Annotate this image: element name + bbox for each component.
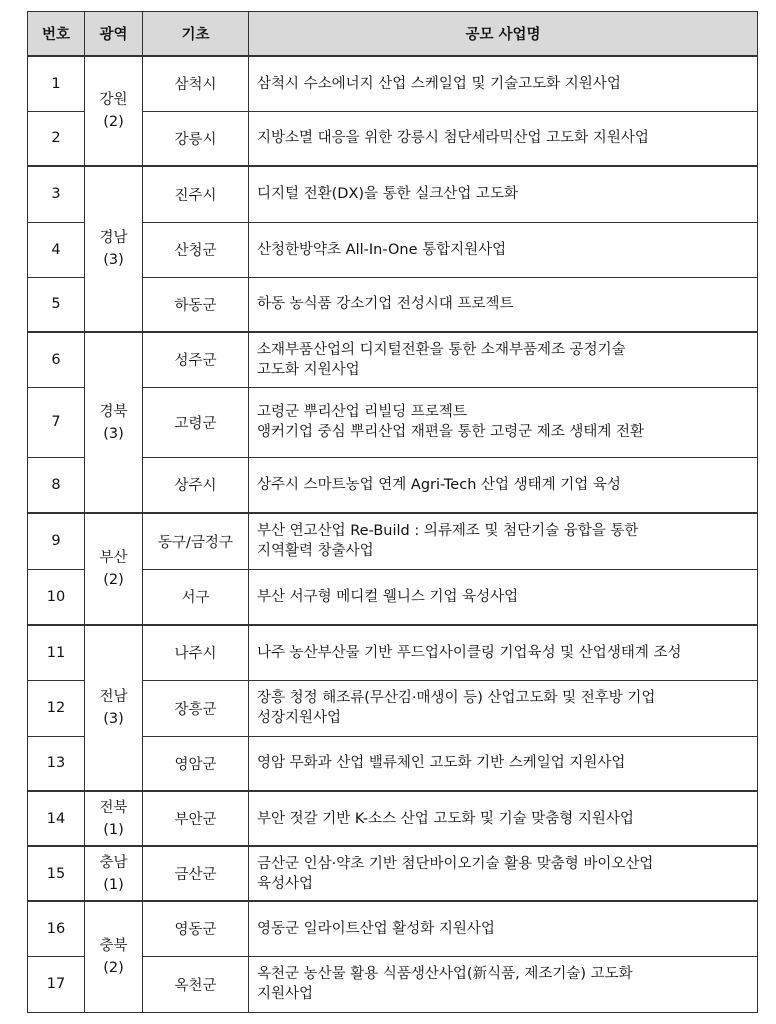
project-name-line: 영암 무화과 산업 밸류체인 고도화 기반 스케일업 지원사업 (257, 755, 626, 772)
city-cell: 성주군 (143, 332, 249, 387)
project-name-cell (249, 387, 758, 457)
region-name: 전북 (99, 799, 128, 816)
city-cell: 옥천군 (143, 956, 249, 1012)
region-name: 경남 (99, 230, 128, 246)
project-name-line: 산청한방약초 All-In-One 통합지원사업 (257, 241, 507, 258)
table-row (28, 901, 758, 956)
project-name-line: 영동군 일라이트산업 활성화 지원사업 (257, 920, 495, 937)
region-cell (85, 166, 143, 332)
region-cell (85, 332, 143, 513)
region-count: (2) (103, 114, 124, 130)
city-cell: 영동군 (143, 901, 249, 956)
region-name: 부산 (99, 550, 128, 566)
table-row (28, 166, 758, 222)
header-project-name: 공모 사업명 (249, 12, 758, 57)
row-number: 7 (28, 387, 85, 457)
region-cell (85, 901, 143, 1012)
project-name-line: 고령군 뿌리산업 리빌딩 프로젝트 (257, 404, 467, 420)
region-count: (2) (103, 572, 124, 588)
region-cell (85, 846, 143, 901)
project-table (27, 11, 758, 1013)
project-name-line: 삼척시 수소에너지 산업 스케일업 및 기술고도화 지원사업 (257, 75, 621, 92)
city-cell: 강릉시 (143, 111, 249, 166)
table-body (28, 56, 758, 1012)
region-name: 충남 (99, 854, 128, 871)
project-name-line: 나주 농산부산물 기반 푸드업사이클링 기업육성 및 산업생태계 조성 (257, 644, 682, 661)
project-name-line: 상주시 스마트농업 연계 Agri-Tech 산업 생태계 기업 육성 (257, 476, 621, 493)
region-cell (85, 513, 143, 625)
city-cell: 부안군 (143, 791, 249, 846)
row-number: 1 (28, 56, 85, 111)
project-name-cell (249, 901, 758, 956)
project-name-cell (249, 956, 758, 1012)
row-number: 6 (28, 332, 85, 387)
project-name-cell (249, 277, 758, 332)
project-name-line: 옥천군 농산물 활용 식품생산사업(新식품, 제조기술) 고도화 (257, 966, 633, 982)
project-name-line: 부산 서구형 메디컬 웰니스 기업 육성사업 (257, 588, 519, 605)
table-row (28, 332, 758, 387)
city-cell: 영암군 (143, 736, 249, 791)
city-cell: 하동군 (143, 277, 249, 332)
table-row (28, 791, 758, 846)
table-row (28, 56, 758, 111)
header-region: 광역 (85, 12, 143, 57)
region-count: (3) (103, 425, 124, 442)
project-name-line: 지원사업 (257, 986, 314, 1002)
project-name-cell (249, 513, 758, 569)
region-count: (3) (103, 252, 124, 268)
city-cell: 산청군 (143, 222, 249, 277)
region-name: 충북 (99, 937, 128, 954)
project-name-line: 지방소멸 대응을 위한 강릉시 첨단세라믹산업 고도화 지원사업 (257, 130, 649, 147)
row-number: 8 (28, 457, 85, 513)
project-name-line: 성장지원사업 (257, 710, 342, 726)
region-count: (1) (103, 876, 124, 893)
header-number: 번호 (28, 12, 85, 57)
project-name-cell (249, 569, 758, 625)
table-row (28, 513, 758, 569)
table-row (28, 625, 758, 680)
region-count: (2) (103, 959, 124, 976)
region-name: 강원 (99, 92, 128, 108)
region-count: (1) (103, 821, 124, 838)
project-name-cell (249, 457, 758, 513)
project-name-cell (249, 625, 758, 680)
row-number: 13 (28, 736, 85, 791)
row-number: 11 (28, 625, 85, 680)
city-cell: 상주시 (143, 457, 249, 513)
project-name-line: 지역활력 창출사업 (257, 543, 374, 560)
city-cell: 서구 (143, 569, 249, 625)
table-header-row (28, 12, 758, 57)
project-name-line: 금산군 인삼·약초 기반 첨단바이오기술 활용 맞춤형 바이오산업 (257, 855, 654, 872)
row-number: 4 (28, 222, 85, 277)
region-cell (85, 56, 143, 166)
project-name-cell (249, 332, 758, 387)
project-name-line: 부산 연고산업 Re-Build : 의류제조 및 첨단기술 융합을 통한 (257, 523, 639, 540)
city-cell: 장흥군 (143, 680, 249, 736)
row-number: 15 (28, 846, 85, 901)
project-name-line: 앵커기업 중심 뿌리산업 재편을 통한 고령군 제조 생태계 전환 (257, 424, 645, 440)
row-number: 14 (28, 791, 85, 846)
project-name-line: 고도화 지원사업 (257, 361, 360, 378)
region-name: 전남 (99, 689, 128, 705)
row-number: 12 (28, 680, 85, 736)
project-name-line: 육성사업 (257, 875, 314, 892)
row-number: 9 (28, 513, 85, 569)
row-number: 2 (28, 111, 85, 166)
project-name-cell (249, 222, 758, 277)
region-cell (85, 625, 143, 791)
city-cell: 삼척시 (143, 56, 249, 111)
row-number: 16 (28, 901, 85, 956)
row-number: 10 (28, 569, 85, 625)
header-city: 기초 (143, 12, 249, 57)
project-name-line: 장흥 청정 해조류(무산김·매생이 등) 산업고도화 및 전후방 기업 (257, 690, 656, 706)
project-name-cell (249, 56, 758, 111)
city-cell: 금산군 (143, 846, 249, 901)
project-name-cell (249, 680, 758, 736)
row-number: 5 (28, 277, 85, 332)
city-cell: 진주시 (143, 166, 249, 222)
project-name-cell (249, 846, 758, 901)
region-name: 경북 (99, 403, 128, 420)
table-row (28, 846, 758, 901)
city-cell: 나주시 (143, 625, 249, 680)
project-name-line: 부안 젓갈 기반 K-소스 산업 고도화 및 기술 맞춤형 지원사업 (257, 810, 634, 827)
project-name-cell (249, 791, 758, 846)
project-name-cell (249, 736, 758, 791)
row-number: 17 (28, 956, 85, 1012)
city-cell: 고령군 (143, 387, 249, 457)
region-count: (3) (103, 711, 124, 727)
project-name-cell (249, 166, 758, 222)
region-cell (85, 791, 143, 846)
project-name-line: 디지털 전환(DX)을 통한 실크산업 고도화 (257, 186, 518, 203)
project-name-line: 하동 농식품 강소기업 전성시대 프로젝트 (257, 296, 514, 313)
project-name-line: 소재부품산업의 디지털전환을 통한 소재부품제조 공정기술 (257, 341, 626, 358)
row-number: 3 (28, 166, 85, 222)
project-name-cell (249, 111, 758, 166)
city-cell: 동구/금정구 (143, 513, 249, 569)
